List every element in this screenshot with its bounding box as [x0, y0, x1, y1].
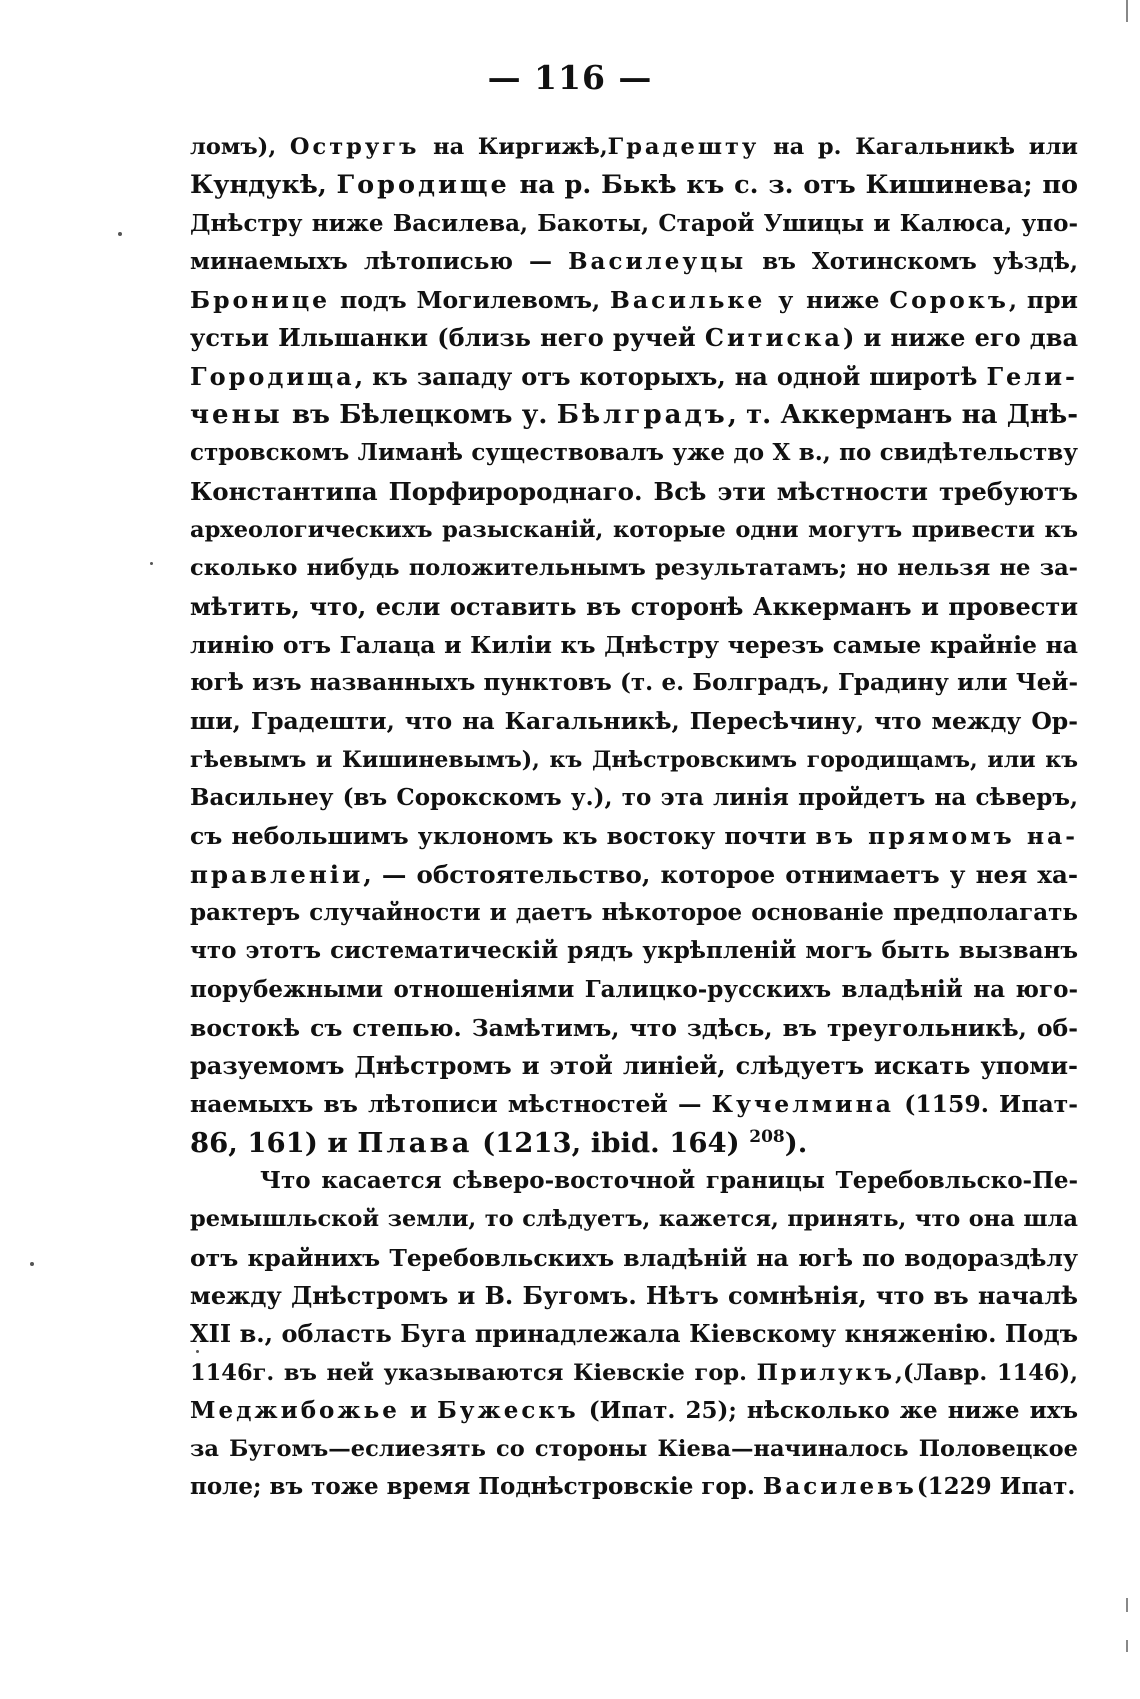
text-line — [190, 932, 1078, 970]
text-segment: на р. Кагальникѣ или — [759, 134, 1078, 160]
text-segment: ,(Лавр. 1146), — [895, 1359, 1078, 1386]
text-segment: югѣ изъ названныхъ пунктовъ (т. е. Болградъ, Градину или Чей- — [190, 669, 1078, 697]
footnote-reference: 208 — [749, 1126, 785, 1147]
text-line — [190, 205, 1078, 243]
text-segment: стровскомъ Лиманѣ существовалъ уже до X в., по свидѣтельству — [190, 439, 1078, 467]
text-segment: что этотъ систематическій рядъ укрѣпленій могъ быть вызванъ — [190, 937, 1078, 965]
text-segment: порубежными отношеніями Галицко-русскихъ владѣній на юго- — [190, 975, 1078, 1003]
text-line — [190, 243, 1078, 281]
text-line — [190, 1315, 1078, 1353]
text-segment: наемыхъ въ лѣтописи мѣстностей — — [190, 1090, 712, 1119]
text-segment: гѣевымъ и Кишиневымъ), къ Днѣстровскимъ городищамъ, или къ — [190, 746, 1078, 773]
body-text — [190, 128, 1078, 1507]
text-line — [190, 664, 1078, 702]
text-line — [190, 1392, 1078, 1430]
text-segment: (1159. Ипат- — [894, 1090, 1078, 1119]
spaced-emphasis-text: правленіи — [190, 859, 364, 889]
text-line — [190, 1239, 1078, 1277]
scan-speck — [118, 232, 122, 236]
page-number: — 116 — — [487, 58, 653, 97]
text-segment: XII в., область Буга принадлежала Кіевскому княженію. Подъ — [190, 1319, 1078, 1349]
text-line — [190, 319, 1078, 357]
text-line — [190, 817, 1078, 855]
text-segment: въ Хотинскомъ уѣздѣ, — [746, 247, 1078, 275]
spaced-emphasis-text: Градешту — [607, 134, 760, 160]
text-segment: устьи Ильшанки (близь него ручей — [190, 323, 705, 353]
text-segment: ломъ), — [190, 134, 290, 160]
text-line — [190, 1085, 1078, 1123]
text-segment: на Киргижѣ, — [419, 134, 608, 160]
spaced-emphasis-text: въ прямомъ на- — [815, 822, 1078, 851]
text-line — [190, 1009, 1078, 1047]
spaced-emphasis-text: Плава — [357, 1126, 473, 1159]
text-line — [190, 1162, 1078, 1200]
scan-speck — [150, 562, 153, 565]
spaced-emphasis-text: Бужескъ — [437, 1396, 579, 1424]
text-line — [190, 856, 1078, 894]
text-segment: рактеръ случайности и даетъ нѣкоторое основаніе предполагать — [190, 898, 1078, 926]
text-segment: (Ипат. 25); нѣсколько же ниже ихъ — [578, 1396, 1078, 1424]
text-line — [190, 166, 1078, 204]
text-segment: востокѣ съ степью. Замѣтимъ, что здѣсь, въ треугольникѣ, об- — [190, 1013, 1078, 1042]
text-segment: разуемомъ Днѣстромъ и этой линіей, слѣдуетъ искать упоми- — [190, 1051, 1078, 1081]
text-line — [190, 128, 1078, 166]
spaced-emphasis-text: Васильке у — [610, 286, 797, 315]
text-segment: (1229 Ипат. — [916, 1473, 1076, 1501]
text-segment: , при — [1008, 286, 1078, 315]
text-line — [190, 434, 1078, 472]
spaced-emphasis-text: Василеуцы — [568, 247, 747, 275]
spaced-emphasis-text: Броницe — [190, 286, 331, 315]
text-line — [190, 549, 1078, 587]
text-line — [190, 702, 1078, 740]
text-segment: ремышльской земли, то слѣдуетъ, кажется, принять, что она шла — [190, 1206, 1078, 1233]
text-segment: поле; въ тоже время Поднѣстровскіе гор. — [190, 1473, 763, 1501]
text-segment: ). — [784, 1126, 808, 1159]
text-segment: Кундукѣ, — [190, 170, 337, 201]
text-line — [190, 281, 1078, 319]
text-line — [190, 1354, 1078, 1392]
text-segment: минаемыхъ лѣтописью — — [190, 247, 569, 275]
spaced-emphasis-text: чены — [190, 400, 283, 431]
text-line — [190, 779, 1078, 817]
text-line — [190, 741, 1078, 779]
text-line — [190, 1200, 1078, 1238]
text-segment: археологическихъ разысканій, которые одни могутъ привести къ — [190, 516, 1078, 543]
text-segment: , т. Аккерманъ на Днѣ- — [727, 400, 1078, 431]
text-segment: Константипа Порфиророднаго. Всѣ эти мѣстности требуютъ — [190, 476, 1078, 506]
text-segment: въ Бѣлецкомъ у. — [282, 400, 557, 431]
text-segment: подъ Могилевомъ, — [330, 286, 611, 315]
text-line — [190, 1468, 1078, 1506]
text-segment: и — [399, 1396, 438, 1424]
spaced-emphasis-text: Ситиска — [704, 323, 843, 353]
spaced-emphasis-text: Кучелмина — [711, 1090, 895, 1119]
text-segment: 86, 161) и — [190, 1126, 358, 1159]
text-line — [190, 588, 1078, 626]
text-line — [190, 1124, 1078, 1162]
scan-edge-mark — [1126, 1598, 1128, 1612]
text-segment: ниже — [796, 286, 890, 315]
spaced-emphasis-text: Остругъ — [289, 134, 420, 160]
text-segment: линію отъ Галаца и Килiи къ Днѣстру черезъ самые крайніе на — [190, 630, 1078, 659]
spaced-emphasis-text: Василевъ — [762, 1473, 917, 1501]
text-segment: отъ крайнихъ Теребовльскихъ владѣній на югѣ по водораздѣлу — [190, 1243, 1078, 1272]
scan-speck — [196, 1350, 199, 1353]
text-segment: ши, Градешти, что на Кагальникѣ, Пересѣчину, что между Ор- — [190, 707, 1078, 736]
text-segment: мѣтить, что, если оставить въ сторонѣ Аккерманъ и провести — [190, 591, 1078, 621]
text-segment: , — обстоятельство, которое отнимаетъ у нея ха- — [363, 859, 1078, 889]
text-segment: между Днѣстромъ и В. Бугомъ. Нѣтъ сомнѣнія, что въ началѣ — [190, 1280, 1078, 1310]
spaced-emphasis-text: Городище — [336, 170, 510, 201]
text-segment: на р. Бькѣ къ с. з. отъ Кишинева; по — [509, 170, 1078, 201]
text-line — [190, 626, 1078, 664]
text-segment: Днѣстру ниже Василева, Бакоты, Старой Ушицы и Калюса, упо- — [190, 209, 1078, 237]
text-segment: за Бугомъ—еслиезять со стороны Кіева—начиналось Половецкое — [190, 1436, 1078, 1463]
text-segment: Васильнеу (въ Сорокскомъ у.), то эта линія пройдетъ на сѣверъ, — [190, 784, 1078, 812]
text-line — [190, 1047, 1078, 1085]
text-segment: 1146г. въ ней указываются Кіевскіе гор. — [190, 1359, 757, 1386]
spaced-emphasis-text: Меджибожье — [190, 1396, 400, 1424]
text-segment: Что касается сѣверо-восточной границы Теребовльско-Пе- — [260, 1167, 1078, 1195]
text-segment: (1213, ibid. 164) — [472, 1126, 750, 1159]
text-segment: , къ западу отъ которыхъ, на одной широтѣ — [354, 361, 987, 391]
text-segment: сколько нибудь положительнымъ результатамъ; но нельзя не за- — [190, 555, 1078, 582]
text-line — [190, 396, 1078, 434]
text-line — [190, 358, 1078, 396]
scan-edge-mark — [1126, 1640, 1128, 1652]
text-line — [190, 511, 1078, 549]
text-line — [190, 1277, 1078, 1315]
spaced-emphasis-text: Бѣлградъ — [556, 400, 728, 431]
scan-edge-mark — [1126, 0, 1128, 22]
text-line — [190, 473, 1078, 511]
text-line — [190, 894, 1078, 932]
spaced-emphasis-text: Сорокъ — [889, 286, 1009, 315]
spaced-emphasis-text: Прилукъ — [756, 1359, 896, 1386]
spaced-emphasis-text: Городища — [190, 361, 355, 391]
text-segment: ) и ниже его два — [842, 323, 1078, 353]
text-line — [190, 971, 1078, 1009]
text-line — [190, 1430, 1078, 1468]
text-segment: съ небольшимъ уклономъ къ востоку почти — [190, 822, 816, 851]
scan-speck — [30, 1262, 34, 1266]
spaced-emphasis-text: Гели- — [986, 361, 1078, 391]
